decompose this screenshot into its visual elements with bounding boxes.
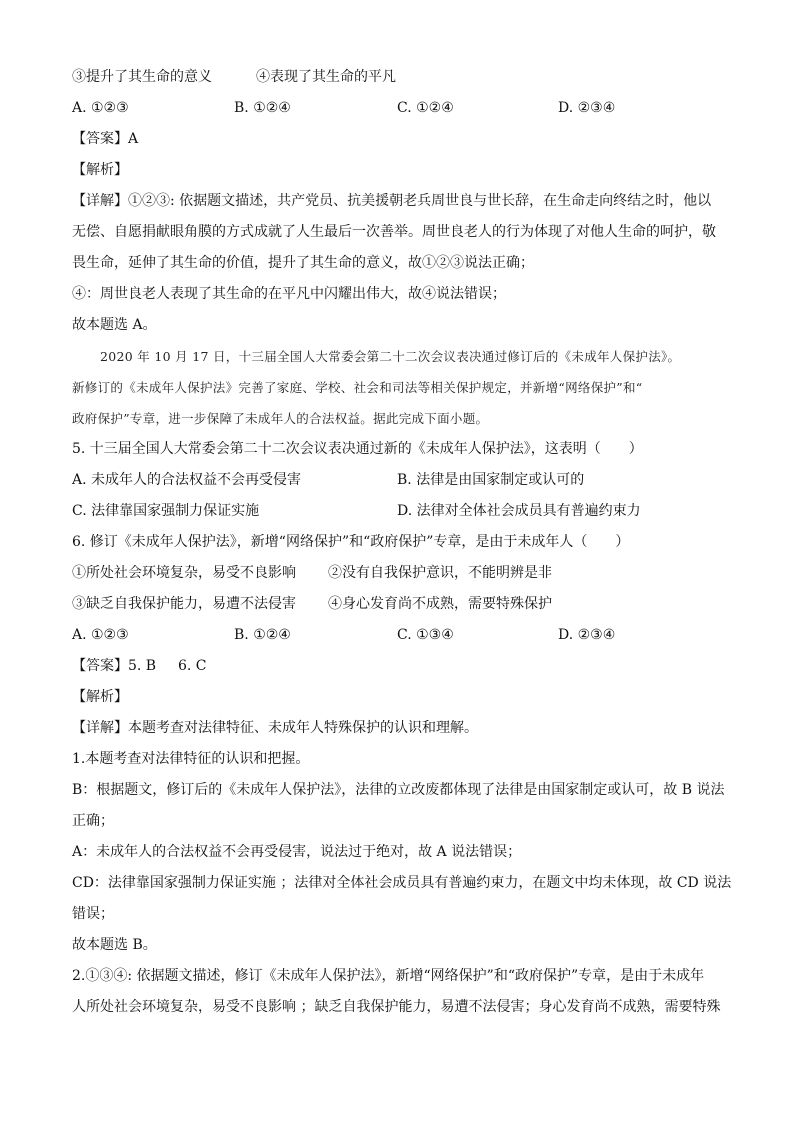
options-row: [72, 620, 732, 651]
option-d: D. ②③④: [558, 100, 616, 116]
statements-row: [72, 589, 732, 620]
analysis-line: 错误；: [72, 906, 114, 922]
option-b: B. ①②④: [234, 100, 291, 116]
statements-row: [72, 558, 732, 589]
detail-line: ④：周世良老人表现了其生命的在平凡中闪耀出伟大，故④说法错误；: [72, 286, 506, 302]
question-6-stem: 6. 修订《未成年人保护法》，新增“网络保护”和“政府保护”专章，是由于未成年人（ ）: [72, 534, 630, 550]
answer-5: 【答案】5. B: [72, 658, 157, 674]
statement-1: ①所处社会环境复杂，易受不良影响: [72, 565, 296, 581]
detail-line: 无偿、自愿捐献眼角膜的方式成就了人生最后一次善举。周世良老人的行为体现了对他人生命的呵护，敬: [72, 224, 716, 240]
analysis-line: 正确；: [72, 813, 114, 829]
material-line: 政府保护”专章，进一步保障了未成年人的合法权益。据此完成下面小题。: [72, 411, 489, 426]
analysis-line: A：未成年人的合法权益不会再受侵害，说法过于绝对，故 A 说法错误；: [72, 844, 522, 860]
option-a: A. ①②③: [72, 627, 129, 643]
options-row: [72, 465, 732, 496]
statement-4: ④身心发育尚不成熟，需要特殊保护: [328, 596, 552, 612]
detail-line: 【详解】①②③: 依据题文描述，共产党员、抗美援朝老兵周世良与世长辞，在生命走向终结之时，他以: [72, 193, 712, 209]
options-row: [72, 93, 732, 124]
analysis-line: 人所处社会环境复杂，易受不良影响 ；缺乏自我保护能力，易遭不法侵害；身心发育尚不成熟，需要特殊: [72, 999, 721, 1015]
analysis-label: 【解析】: [72, 689, 128, 705]
option-c: C. ①③④: [397, 627, 454, 643]
statement-4: ④表现了其生命的平凡: [256, 69, 396, 85]
option-a: A. 未成年人的合法权益不会再受侵害: [72, 472, 302, 488]
option-d: D. ②③④: [558, 627, 616, 643]
material-line: 新修订的《未成年人保护法》完善了家庭、学校、社会和司法等相关保护规定，并新增“网络保护”和“: [72, 380, 643, 395]
question-items-row: [72, 62, 732, 93]
answer-6: 6. C: [178, 658, 207, 674]
option-d: D. 法律对全体社会成员具有普遍约束力: [397, 503, 641, 519]
detail-line: 【详解】本题考查对法律特征、未成年人特殊保护的认识和理解。: [72, 720, 478, 736]
statement-3: ③缺乏自我保护能力，易遭不法侵害: [72, 596, 296, 612]
statement-3: ③提升了其生命的意义: [72, 69, 212, 85]
option-b: B. 法律是由国家制定或认可的: [397, 472, 585, 488]
conclusion-line: 故本题选 B。: [72, 937, 157, 953]
analysis-label: 【解析】: [72, 162, 128, 178]
material-line: 2020 年 10 月 17 日，十三届全国人大常委会第二十二次会议表决通过修订后的《未成年人保护法》。: [100, 349, 681, 364]
option-c: C. 法律靠国家强制力保证实施: [72, 503, 260, 519]
analysis-point: 1.本题考查对法律特征的认识和把握。: [72, 751, 310, 767]
option-c: C. ①②④: [397, 100, 454, 116]
statement-2: ②没有自我保护意识，不能明辨是非: [328, 565, 552, 581]
option-a: A. ①②③: [72, 100, 129, 116]
question-5-stem: 5. 十三届全国人大常委会第二十二次会议表决通过新的《未成年人保护法》，这表明（ ）: [72, 441, 643, 457]
answer-line: 【答案】A: [72, 131, 139, 147]
conclusion-line: 故本题选 A。: [72, 317, 157, 333]
options-row: [72, 496, 732, 527]
detail-line: 畏生命，延伸了其生命的价值，提升了其生命的意义，故①②③说法正确；: [72, 255, 534, 271]
answer-line: [72, 651, 732, 682]
analysis-line: B：根据题文，修订后的《未成年人保护法》，法律的立改废都体现了法律是由国家制定或认可，故 B 说法: [72, 782, 725, 798]
option-b: B. ①②④: [234, 627, 291, 643]
analysis-point: 2.①③④: 依据题文描述，修订《未成年人保护法》，新增“网络保护”和“政府保护”专章，是由于未成年: [72, 968, 705, 984]
document-page: [72, 62, 732, 1023]
analysis-line: CD：法律靠国家强制力保证实施 ；法律对全体社会成员具有普遍约束力，在题文中均未体现，故 CD 说法: [72, 875, 732, 891]
